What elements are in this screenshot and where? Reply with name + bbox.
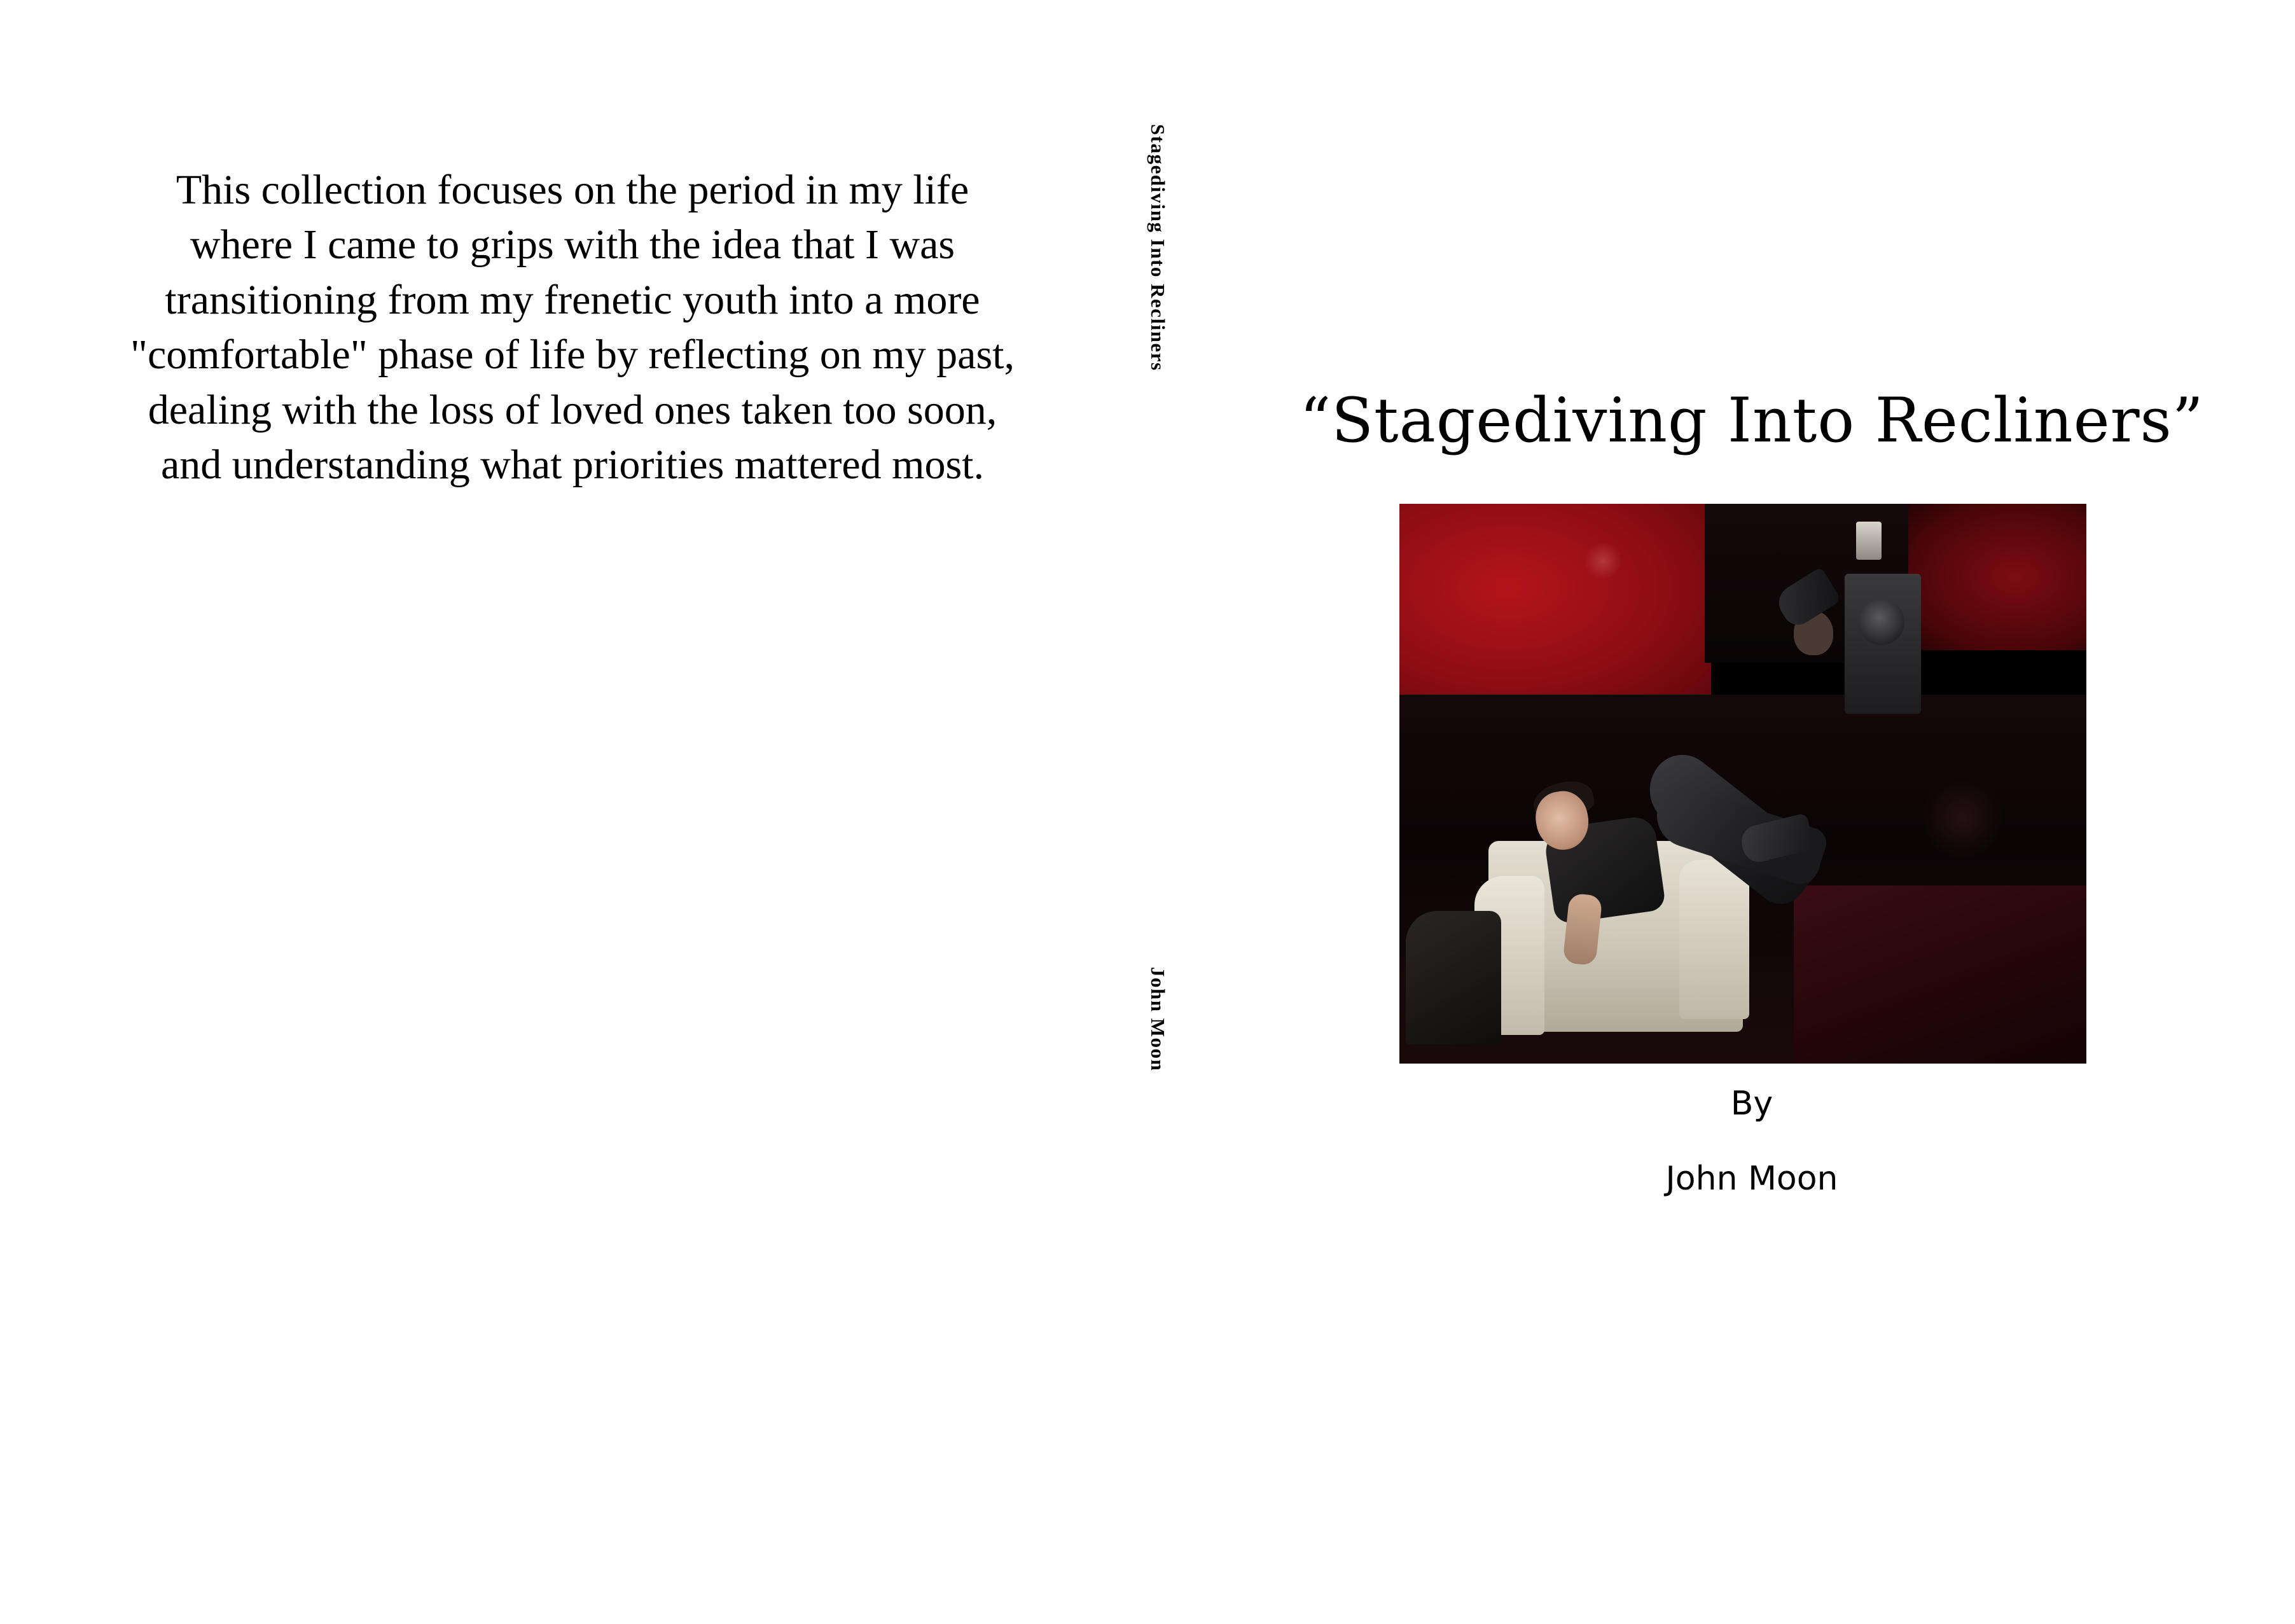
back-cover — [0, 0, 1107, 1624]
photo-light-glow-right — [1921, 777, 2004, 860]
photo-red-wall-right — [1908, 504, 2086, 650]
photo-red-wall — [1399, 504, 1711, 714]
spine-author: John Moon — [1147, 967, 1169, 1072]
photo-light-glow-left — [1584, 542, 1622, 580]
photo-speaker-cone — [1859, 599, 1904, 645]
back-cover-blurb: This collection focuses on the period in my life where I came to grips with the idea that I was transitioning from my frenetic youth into a more "comfortable" phase of life by reflecting on my past, dealing with the loss of loved ones taken too soon, and understanding what priorities mattered most. — [130, 167, 1015, 489]
book-spine — [1107, 0, 1209, 1624]
cover-photo — [1399, 504, 2086, 1064]
front-cover-author: John Moon — [1665, 1160, 1838, 1198]
front-cover-by-label: By — [1730, 1085, 1773, 1123]
spine-title: Stagediving Into Recliners — [1147, 124, 1169, 371]
front-cover — [1209, 0, 2295, 1624]
front-cover-title: “Stagediving Into Recliners” — [1300, 385, 2204, 456]
photo-floor — [1794, 885, 2086, 1064]
photo-recliner-right-arm — [1679, 860, 1749, 1019]
photo-speaker-top-light — [1856, 522, 1882, 560]
photo-black-chair — [1406, 911, 1501, 1044]
